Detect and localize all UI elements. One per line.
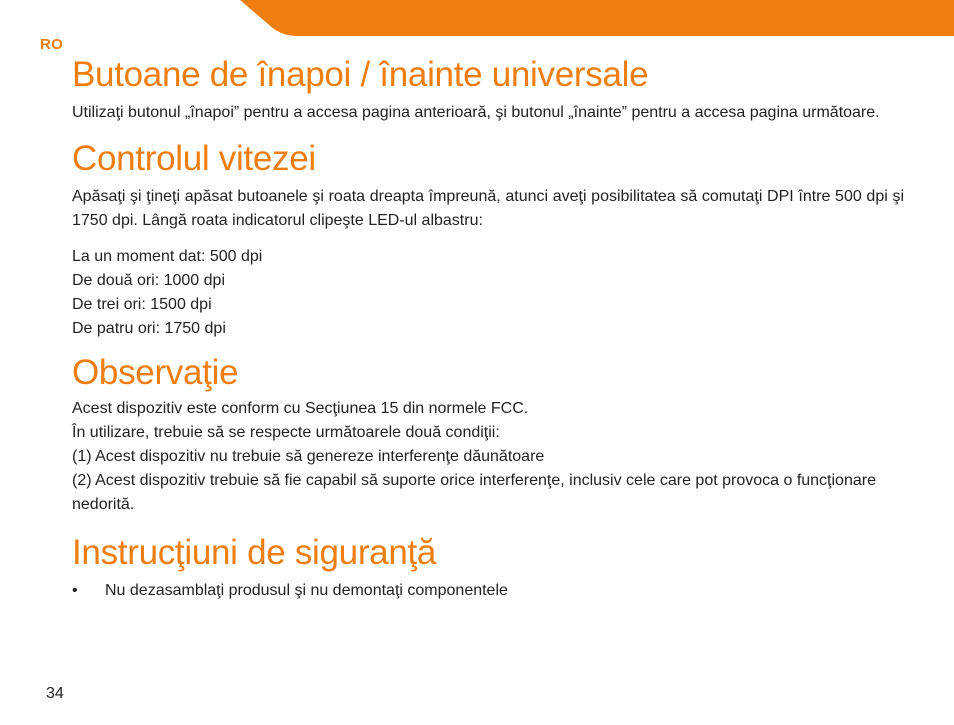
- language-tag: RO: [40, 36, 64, 53]
- bullet-dot-icon: •: [72, 582, 78, 599]
- dpi-list-item: De patru ori: 1750 dpi: [72, 320, 226, 337]
- section-paragraph: Utilizaţi butonul „înapoi” pentru a accesa pagina anterioară, şi butonul „înainte” pentru a accesa pagina următoare.: [72, 104, 880, 121]
- safety-bullet-item: [72, 579, 904, 603]
- section-paragraph: Apăsaţi şi ţineţi apăsat butoanele şi roata dreapta împreună, atunci aveţi posibilitatea să comutaţi DPI între 500 dpi şi 1750 dpi. Lângă roata indicatorul clipeşte LED-ul albastru:: [72, 188, 904, 229]
- observation-line: (1) Acest dispozitiv nu trebuie să genereze interferenţe dăunătoare: [72, 448, 545, 465]
- section-title-safety: Instrucţiuni de siguranţă: [72, 533, 437, 572]
- safety-bullet-list: [72, 579, 904, 603]
- section-title-back-forward: Butoane de înapoi / înainte universale: [72, 55, 649, 94]
- dpi-list-item: De trei ori: 1500 dpi: [72, 296, 212, 313]
- header-orange-band: [240, 0, 954, 36]
- observation-line: În utilizare, trebuie să se respecte următoarele două condiţii:: [72, 424, 500, 441]
- header-band-shape: [240, 0, 954, 36]
- dpi-list-item: De două ori: 1000 dpi: [72, 272, 225, 289]
- page-content: [72, 55, 904, 619]
- observation-body: [72, 397, 904, 517]
- safety-bullet-text: Nu dezasamblaţi produsul şi nu demontaţi componentele: [105, 582, 508, 599]
- observation-line: Acest dispozitiv este conform cu Secţiunea 15 din normele FCC.: [72, 400, 529, 417]
- dpi-list: [72, 245, 904, 341]
- dpi-list-item: La un moment dat: 500 dpi: [72, 248, 263, 265]
- section-title-speed-control: Controlul vitezei: [72, 139, 316, 178]
- page-number: 34: [46, 685, 64, 702]
- section-title-observation: Observaţie: [72, 353, 239, 392]
- observation-line: (2) Acest dispozitiv trebuie să fie capabil să suporte orice interferenţe, inclusiv cele care pot provoca o funcţionare nedorită.: [72, 472, 876, 513]
